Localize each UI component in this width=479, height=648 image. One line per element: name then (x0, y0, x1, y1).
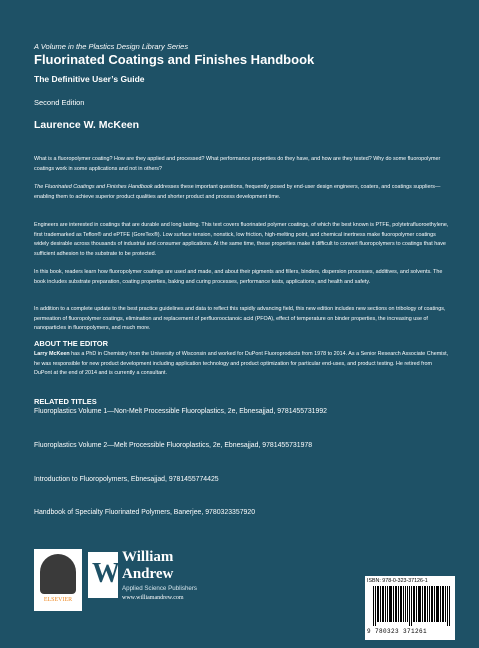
related-titles-heading: RELATED TITLES (34, 397, 97, 406)
william-andrew-logo-icon: W (88, 552, 118, 598)
about-editor-body (34, 350, 450, 379)
book-title: Fluorinated Coatings and Finishes Handbook (34, 52, 315, 67)
coverage-paragraph: Engineers are interested in coatings that are durable and long lasting. This text covers fluorinated polymer coatings, of which the best known is PTFE, polytetrafluoroethylene, first trademarked as Teflon® and ePTFE (GoreTex®). Low surface tension, nonstick, low friction, high-melting point, and chemical inertness make fluoropolymer coatings widely desirable across thousands of industrial and consumer applications. At the same time, these properties make it difficult to convert fluoropolymers to coatings that have sufficient adhesion to the substrate to be protected. (34, 222, 449, 257)
barcode-icon (373, 586, 451, 626)
new-edition-paragraph: In addition to a complete update to the best practice guidelines and data to reflect this rapidly advancing field, this new edition includes new sections on tribology of coatings, permeation of fluoropolymer coatings, elimination and replacement of perfluorooctanoic acid (PFOA), effect of temperature on binder properties, the increasing use of nanoparticles in fluoropolymers, and much more. (34, 306, 446, 332)
barcode-number: 9 780323 371261 (367, 628, 428, 635)
edition-label: Second Edition (34, 98, 85, 107)
related-title-item: Fluoroplastics Volume 1—Non-Melt Processible Fluoroplastics, 2e, Ebnesajjad, 9781455731992 (34, 408, 328, 415)
book-subtitle: The Definitive User’s Guide (34, 74, 145, 84)
isbn-barcode-box (365, 576, 455, 640)
related-title-item: Introduction to Fluoropolymers, Ebnesajjad, 9781455774425 (34, 476, 219, 483)
description-paragraph (34, 183, 450, 202)
publisher-url: www.williamandrew.com (122, 595, 184, 601)
book-title-italic: The Fluorinated Coatings and Finishes Handbook (34, 184, 153, 190)
intro-paragraph: What is a fluoropolymer coating? How are they applied and processed? What performance properties do they have, and how are they tested? Why do some fluoropolymer coatings work in some applications and not in others? (34, 156, 441, 172)
editor-bio: has a PhD in Chemistry from the University of Wisconsin and worked for DuPont Fluoroproducts from 1978 to 2014. As a Senior Research Associate Chemist, he was responsible for new product development including application technology and product optimization for particular end-uses, and product testing. He retired from DuPont at the end of 2014 and is currently a consultant. (34, 351, 449, 377)
elsevier-wordmark: ELSEVIER (43, 597, 73, 603)
elsevier-tree-icon (40, 554, 76, 594)
author-name: Laurence W. McKeen (34, 119, 140, 131)
elsevier-logo (34, 549, 82, 611)
william-andrew-wordmark: William Andrew (122, 549, 174, 582)
related-title-item: Fluoroplastics Volume 2—Melt Processible Fluoroplastics, 2e, Ebnesajjad, 9781455731978 (34, 442, 313, 449)
publisher-logos (34, 549, 202, 611)
isbn-label: ISBN: 978-0-323-37126-1 (367, 578, 428, 584)
publisher-tagline: Applied Science Publishers (122, 585, 197, 592)
series-line: A Volume in the Plastics Design Library Series (34, 42, 189, 51)
contents-paragraph: In this book, readers learn how fluoropolymer coatings are used and made, and about their pigments and fillers, binders, dispersion processes, additives, and solvents. The book includes substrate preparation, coating properties, baking and curing processes, performance tests, applications, and health and safety. (34, 269, 443, 285)
editor-name: Larry McKeen (34, 351, 70, 357)
description-paragraph-text: addresses these important questions, frequently posed by end-user design engineers, coaters, and coatings suppliers—enabling them to achieve superior product qualities and shorter product and process development time. (34, 184, 441, 200)
about-editor-heading: ABOUT THE EDITOR (34, 339, 109, 348)
related-title-item: Handbook of Specialty Fluorinated Polymers, Banerjee, 9780323357920 (34, 509, 256, 516)
